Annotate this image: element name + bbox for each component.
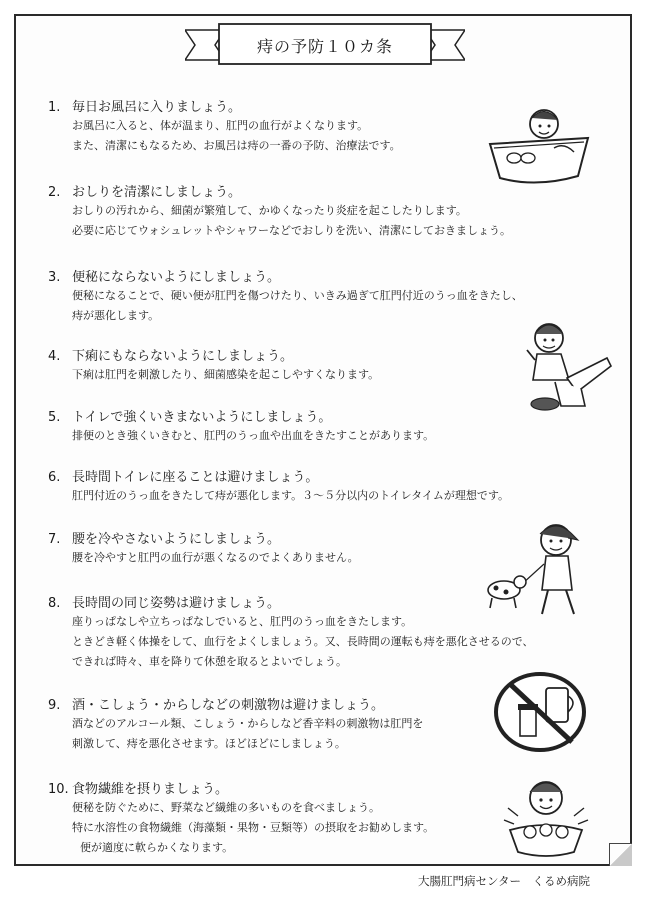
tip-number: 6.	[48, 470, 61, 485]
tip-number: 2.	[48, 185, 61, 200]
eating-vegetables-illustration	[500, 772, 592, 864]
tip-number: 3.	[48, 270, 61, 285]
tip-body-line: 便秘になることで、硬い便が肛門を傷つけたり、いきみ過ぎて肛門付近のうっ血をきたし、	[72, 289, 523, 302]
tip-heading-2	[48, 181, 241, 200]
tip-body-5	[72, 426, 434, 446]
tip-body-line: 必要に応じてウォシュレットやシャワーなどでおしりを洗い、清潔にしておきましょう。	[72, 224, 512, 237]
tip-heading-text: 酒・こしょう・からしなどの刺激物は避けましょう。	[72, 698, 385, 713]
tip-heading-text: トイレで強くいきまないようにしましょう。	[72, 410, 332, 425]
tip-body-line: できれば時々、車を降りて休憩を取るとよいでしょう。	[72, 655, 347, 668]
tip-heading-text: 腰を冷やさないようにしましょう。	[72, 532, 281, 547]
tip-body-line: 刺激して、痔を悪化させます。ほどほどにしましょう。	[72, 737, 346, 750]
tip-heading-text: 長時間トイレに座ることは避けましょう。	[72, 470, 319, 485]
tip-body-line: ときどき軽く体操をして、血行をよくしましょう。又、長時間の運転も痔を悪化させるので、	[72, 635, 534, 648]
tip-body-3	[72, 286, 523, 326]
tip-body-line: おしりの汚れから、細菌が繁殖して、かゆくなったり炎症を起こしたりします。	[72, 204, 467, 217]
no-alcohol-spice-icon	[490, 668, 590, 756]
tip-heading-4	[48, 345, 293, 364]
tip-body-7	[72, 548, 359, 568]
tip-heading-text: おしりを清潔にしましょう。	[72, 185, 242, 200]
tip-heading-10	[48, 778, 228, 797]
hospital-footer: 大腸肛門病センター くるめ病院	[417, 874, 590, 888]
tip-heading-9	[48, 694, 384, 713]
tip-body-line: 特に水溶性の食物繊維（海藻類・果物・豆類等）の摂取をお勧めします。	[72, 821, 435, 834]
tip-number: 10.	[48, 782, 69, 797]
tip-body-4	[72, 365, 379, 385]
tip-body-9	[72, 714, 423, 754]
tip-number: 4.	[48, 349, 61, 364]
tip-body-1	[72, 116, 401, 156]
tip-body-6	[72, 486, 509, 506]
tip-heading-text: 下痢にもならないようにしましょう。	[72, 349, 294, 364]
tip-heading-5	[48, 406, 331, 425]
tip-heading-text: 食物繊維を摂りましょう。	[72, 782, 229, 797]
tip-number: 7.	[48, 532, 61, 547]
tip-body-line: お風呂に入ると、体が温まり、肛門の血行がよくなります。	[72, 119, 369, 132]
toilet-illustration	[515, 318, 615, 418]
tip-body-line: 痔が悪化します。	[72, 309, 160, 322]
tip-number: 5.	[48, 410, 61, 425]
tip-body-line: 腰を冷やすと肛門の血行が悪くなるのでよくありません。	[72, 551, 359, 564]
tip-body-line: 座りっぱなしや立ちっぱなしでいると、肛門のうっ血をきたします。	[72, 615, 413, 628]
tip-heading-3	[48, 266, 280, 285]
tip-body-line: 下痢は肛門を刺激したり、細菌感染を起こしやすくなります。	[72, 368, 380, 381]
bath-illustration	[484, 98, 596, 190]
tip-number: 1.	[48, 100, 61, 115]
tip-body-line: 酒などのアルコール類、こしょう・からしなど香辛料の刺激物は肛門を	[72, 717, 424, 730]
tip-body-line: 便秘を防ぐために、野菜など繊維の多いものを食べましょう。	[72, 801, 380, 814]
tip-heading-text: 長時間の同じ姿勢は避けましょう。	[72, 596, 281, 611]
tip-body-line: 便が適度に軟らかくなります。	[80, 841, 234, 854]
tip-heading-1	[48, 96, 241, 115]
title-banner	[185, 22, 465, 68]
tip-heading-7	[48, 528, 280, 547]
tip-heading-text: 便秘にならないようにしましょう。	[72, 270, 281, 285]
tip-body-line: また、清潔にもなるため、お風呂は痔の一番の予防、治療法です。	[72, 139, 401, 152]
tip-body-line: 肛門付近のうっ血をきたして痔が悪化します。３～５分以内のトイレタイムが理想です。	[72, 489, 510, 502]
page-title: 痔の予防１０カ条	[256, 36, 393, 56]
walking-dog-illustration	[482, 520, 594, 620]
tip-number: 8.	[48, 596, 61, 611]
tip-heading-text: 毎日お風呂に入りましょう。	[72, 100, 242, 115]
tip-body-line: 排便のとき強くいきむと、肛門のうっ血や出血をきたすことがあります。	[72, 429, 435, 442]
tip-body-10	[72, 798, 434, 858]
tip-body-2	[72, 201, 511, 241]
tip-heading-8	[48, 592, 280, 611]
page-curl	[609, 843, 632, 866]
tip-body-8	[72, 612, 534, 672]
tip-heading-6	[48, 466, 318, 485]
tip-number: 9.	[48, 698, 61, 713]
